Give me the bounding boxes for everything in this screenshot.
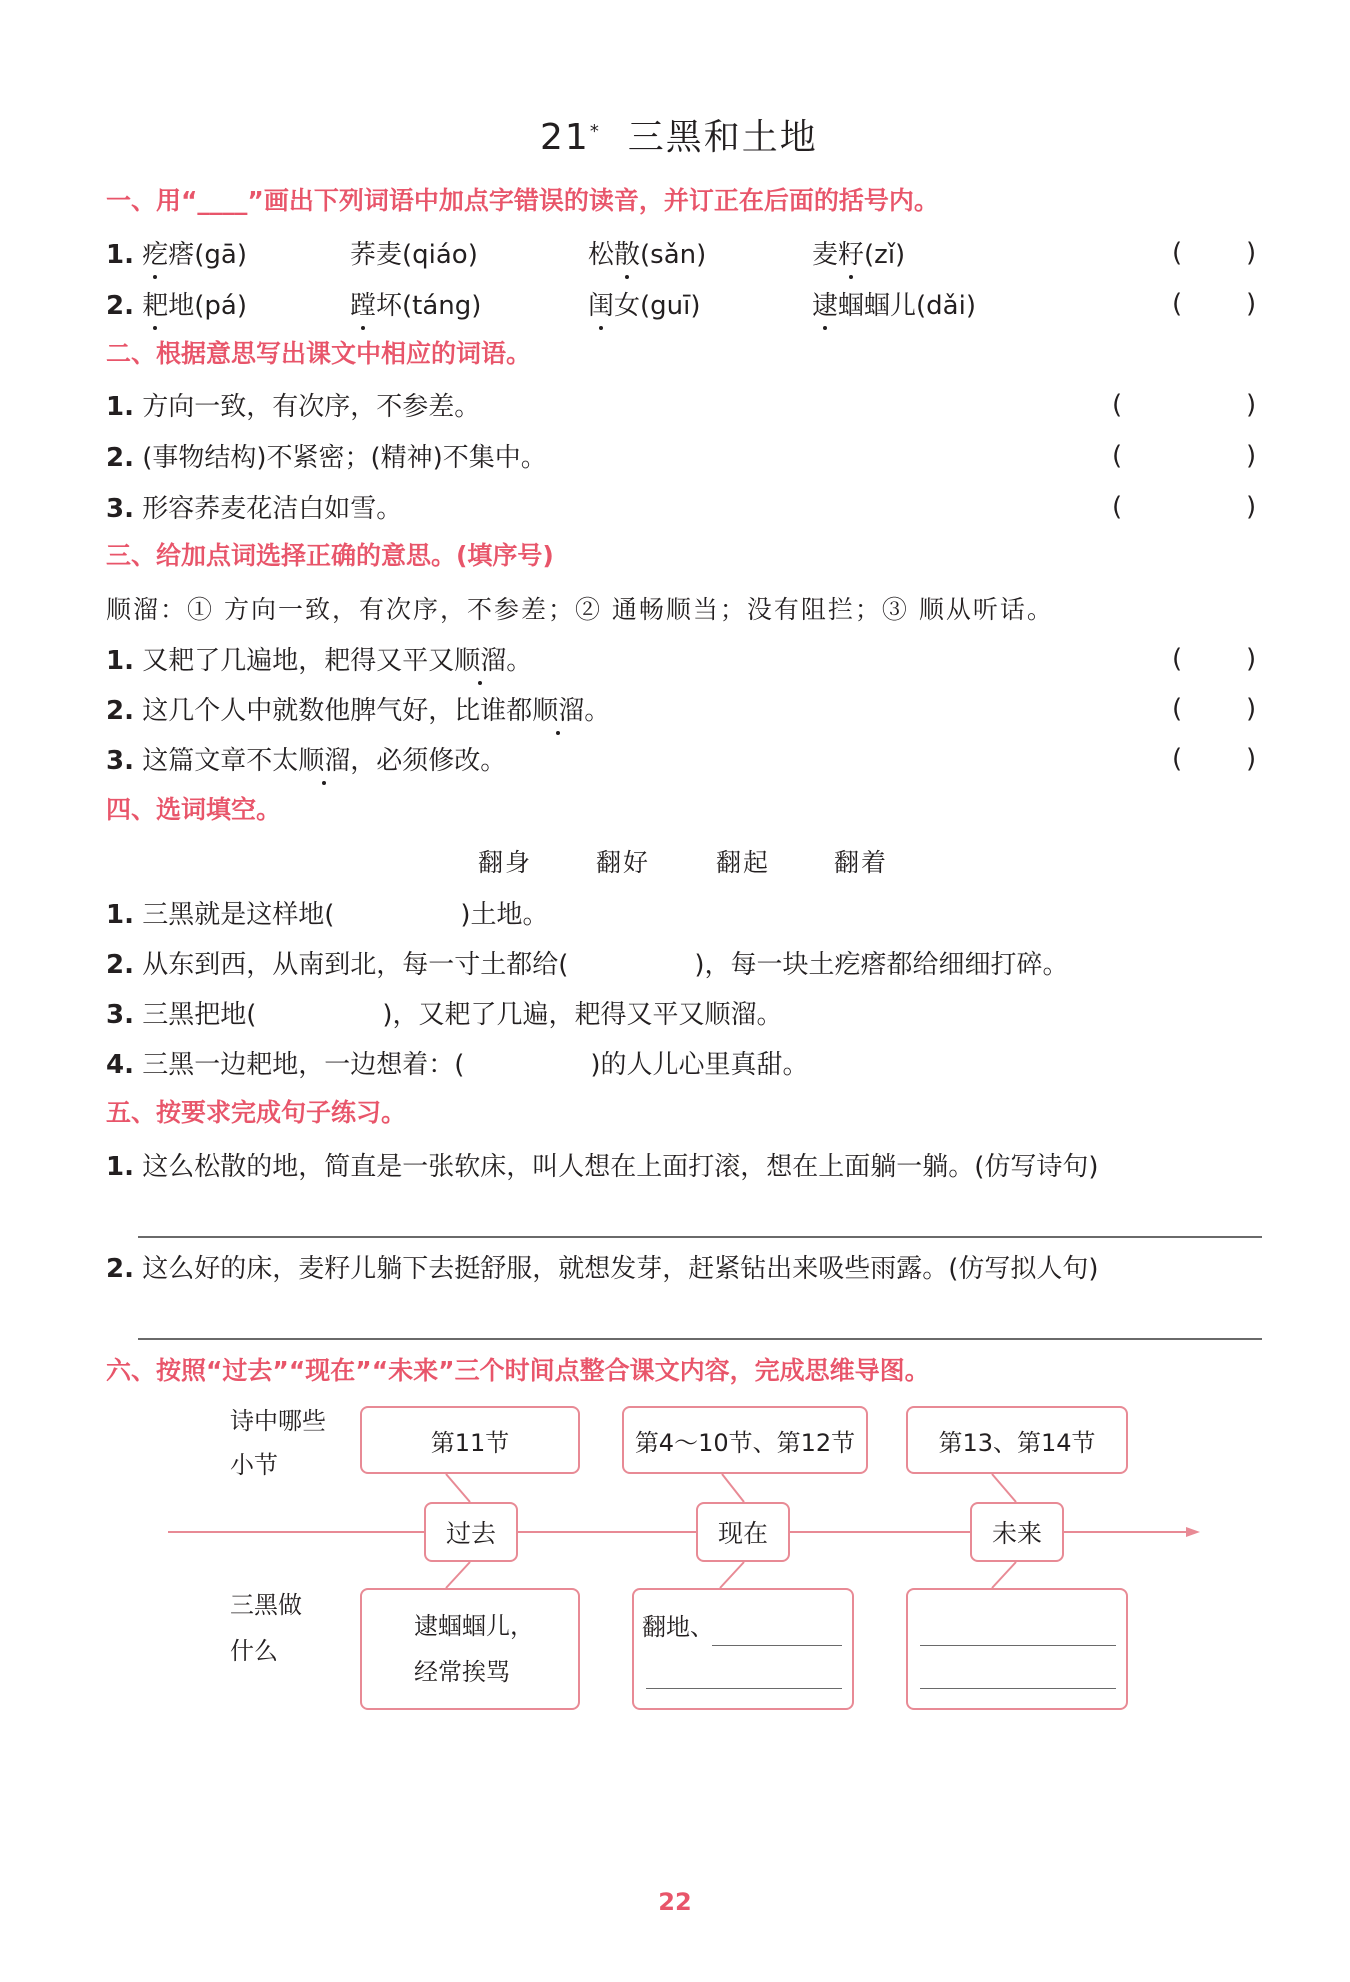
bottom-box-past-line1: 逮蝈蝈儿， [414, 1612, 534, 1640]
s4-item1: 1. 三黑就是这样地( )土地。 [106, 900, 549, 930]
s1-row1-answer-paren[interactable]: ( [1172, 238, 1183, 268]
s2-item1: 1. 方向一致，有次序，不参差。 [106, 392, 481, 422]
connector-top-2 [722, 1474, 744, 1502]
s2-item3-answer-paren[interactable]: ( [1112, 492, 1123, 522]
s2-item3: 3. 形容荞麦花洁白如雪。 [106, 494, 403, 524]
s4-item2: 2. 从东到西，从南到北，每一寸土都给( )，每一块土疙瘩都给细细打碎。 [106, 950, 1069, 980]
s1-row2-item3: 闺女(guī) [588, 291, 701, 321]
s5-item1-answer-line[interactable] [138, 1236, 1262, 1238]
word-bank-3: 翻起 [716, 848, 771, 877]
page-title: 21* 三黑和土地 [540, 117, 818, 158]
section-6-heading: 六、按照“过去”“现在”“未来”三个时间点整合课文内容，完成思维导图。 [106, 1356, 930, 1385]
s1-row2-item2: 蹚坏(táng) [350, 291, 482, 321]
connector-top-1 [446, 1474, 470, 1502]
mind-map-label-top-line1: 诗中哪些 [230, 1407, 326, 1435]
s2-item2-answer-paren[interactable]: ( [1112, 441, 1123, 471]
bottom-box-present [632, 1588, 854, 1710]
section-4-heading: 四、选词填空。 [106, 795, 282, 824]
timeline-arrowhead [1186, 1527, 1200, 1537]
worksheet-page: 21* 三黑和土地 一、用“____”画出下列词语中加点字错误的读音，并订正在后面的括号内。 1. 疙瘩(gā) 荞麦(qiáo) 松散(sǎn) 麦籽(zǐ) ( ) 2. 耙地(pá) 蹚坏(táng) 闺女(guī) 逮蝈蝈儿(dǎi) ( ) 二、根据意思写出课文中相应的词语。 1. 方向一致，有次序，不参差。 ( ) 2. (事物结构)不紧密；(精神)不集中。 ( ) 3. 形容荞麦花洁白如雪。 ( ) 三、给加点词选择正确的意思。(填序号) 顺溜：① 方向一致，有次序，不参差；② 通畅顺当；没有阻拦；③ 顺从听话。 1. 又耙了几遍地，耙得又平又顺溜。 ( ) 2. 这几个人中就数他脾气好，比谁都顺溜。 ( ) 3. 这篇文章不太顺溜，必须修改。 ( ) 四、选词填空。 翻身 翻好 翻起 翻着 1. 三黑就是这样地( )土地。 2. 从东到西，从南到北，每一寸土都给( )，每一块土疙瘩都给细细打碎。 3. 三黑把地( )，又耙了几遍，耙得又平又顺溜。 4. 三黑一边耙地，一边想着：( )的人儿心里真甜。 五、按要求完成句子练习。 1. 这么松散的地，简直是一张软床，叫人想在上面打滚，想在上面躺一躺。(仿写诗句) 2. 这么好的床，麦籽儿躺下去挺舒服，就想发芽，赶紧钻出来吸些雨露。(仿写拟人句) 六、按照“过去”“现在”“未来”三个时间点整合课文内容，完成思维导图。 诗中哪些 小节 三黑做 什么 第11节 第4～10节、第12节 第13、第14节 过去 现在 未来 逮蝈蝈儿， 经常挨骂 翻地、 22 [0, 0, 1350, 1982]
s3-item2: 2. 这几个人中就数他脾气好，比谁都顺溜。 [106, 696, 611, 726]
s5-item2: 2. 这么好的床，麦籽儿躺下去挺舒服，就想发芽，赶紧钻出来吸些雨露。(仿写拟人句) [106, 1254, 1099, 1284]
s1-row1-item2: 荞麦(qiáo) [350, 240, 478, 270]
s2-item2: 2. (事物结构)不紧密；(精神)不集中。 [106, 443, 547, 473]
bottom-box-present-line2[interactable] [646, 1688, 842, 1689]
s4-item3: 3. 三黑把地( )，又耙了几遍，耙得又平又顺溜。 [106, 1000, 783, 1030]
connector-bottom-3 [992, 1562, 1016, 1588]
page-number: 22 [658, 1888, 692, 1916]
bottom-box-past-line2: 经常挨骂 [414, 1658, 510, 1686]
s1-row1-item3: 松散(sǎn) [588, 240, 707, 270]
s5-item1: 1. 这么松散的地，简直是一张软床，叫人想在上面打滚，想在上面躺一躺。(仿写诗句) [106, 1152, 1099, 1182]
section-1-heading: 一、用“____”画出下列词语中加点字错误的读音，并订正在后面的括号内。 [106, 186, 939, 215]
mind-map-label-bottom-line2: 什么 [230, 1637, 278, 1665]
node-present: 现在 [696, 1502, 790, 1562]
s3-item1: 1. 又耙了几遍地，耙得又平又顺溜。 [106, 646, 533, 676]
top-box-present: 第4～10节、第12节 [622, 1406, 868, 1474]
s2-item1-answer-paren[interactable]: ( [1112, 390, 1123, 420]
bottom-box-present-line1[interactable] [712, 1645, 842, 1646]
section-5-heading: 五、按要求完成句子练习。 [106, 1098, 407, 1127]
s3-item1-answer-paren[interactable]: ( [1172, 644, 1183, 674]
bottom-box-present-prefix: 翻地、 [642, 1613, 714, 1641]
connector-bottom-2 [720, 1562, 744, 1588]
s3-item2-answer-paren[interactable]: ( [1172, 694, 1183, 724]
bottom-box-future-line2[interactable] [920, 1688, 1116, 1689]
s1-row1-item4: 麦籽(zǐ) [812, 240, 906, 270]
bottom-box-past [360, 1588, 580, 1710]
word-bank-2: 翻好 [596, 848, 651, 877]
s3-item3: 3. 这篇文章不太顺溜，必须修改。 [106, 746, 507, 776]
connector-bottom-1 [446, 1562, 470, 1588]
connector-top-3 [992, 1474, 1016, 1502]
top-box-past: 第11节 [360, 1406, 580, 1474]
s1-row2-answer-paren[interactable]: ( [1172, 289, 1183, 319]
top-box-future: 第13、第14节 [906, 1406, 1128, 1474]
node-future: 未来 [970, 1502, 1064, 1562]
s1-row1-item1: 1. 疙瘩(gā) [106, 240, 247, 270]
bottom-box-future [906, 1588, 1128, 1710]
mind-map-label-top-line2: 小节 [230, 1451, 278, 1479]
s3-definition: 顺溜：① 方向一致，有次序，不参差；② 通畅顺当；没有阻拦；③ 顺从听话。 [106, 595, 1054, 624]
bottom-box-future-line1[interactable] [920, 1645, 1116, 1646]
s1-row2-item4: 逮蝈蝈儿(dǎi) [812, 291, 976, 321]
node-past: 过去 [424, 1502, 518, 1562]
word-bank-4: 翻着 [834, 848, 889, 877]
section-2-heading: 二、根据意思写出课文中相应的词语。 [106, 339, 532, 368]
s1-row2-item1: 2. 耙地(pá) [106, 291, 247, 321]
s4-item4: 4. 三黑一边耙地，一边想着：( )的人儿心里真甜。 [106, 1050, 809, 1080]
s5-item2-answer-line[interactable] [138, 1338, 1262, 1340]
section-3-heading: 三、给加点词选择正确的意思。(填序号) [106, 541, 554, 570]
s3-item3-answer-paren[interactable]: ( [1172, 744, 1183, 774]
word-bank-1: 翻身 [478, 848, 533, 877]
mind-map-label-bottom-line1: 三黑做 [230, 1591, 302, 1619]
